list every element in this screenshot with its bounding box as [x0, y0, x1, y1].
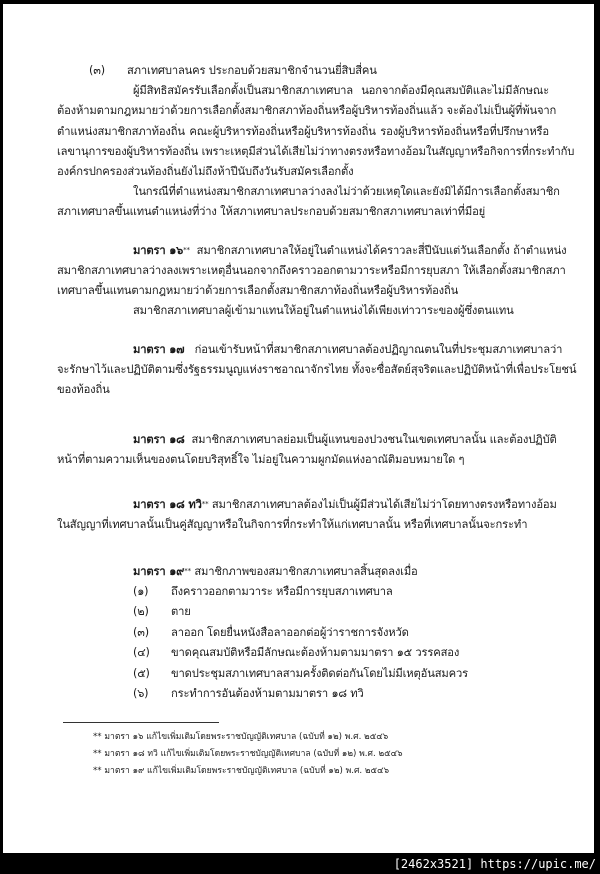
item-text: ขาดคุณสมบัติหรือมีลักษณะต้องห้ามตามมาตรา ๑๕ วรรคสอง [171, 646, 460, 659]
section-16-text: สมาชิกสภาเทศบาลให้อยู่ในตำแหน่งได้คราวละสี่ปีนับแต่วันเลือกตั้ง ถ้าตำแหน่ง [196, 244, 567, 257]
section-19-intro-text: สมาชิกภาพของสมาชิกสภาเทศบาลสิ้นสุดลงเมื่อ [194, 565, 418, 578]
item-number: (๔) [133, 646, 150, 659]
section-18-bis-heading: มาตรา ๑๘ ทวิ [133, 498, 202, 511]
item-text: กระทำการอันต้องห้ามตามมาตรา ๑๘ ทวิ [171, 687, 364, 700]
section-19-item-4 [133, 646, 459, 660]
section-19-item-3 [133, 626, 409, 640]
item-text: ถึงคราวออกตามวาระ หรือมีการยุบสภาเทศบาล [171, 585, 393, 598]
footnote-mark: ** [184, 567, 191, 575]
document-page [3, 4, 594, 853]
footnote-divider [63, 722, 219, 723]
footnote-mark: ** [183, 246, 190, 254]
section-19-item-1 [133, 585, 393, 599]
section-18-bis-line-1 [133, 498, 557, 512]
vacancy-line-1: ในกรณีที่ตำแหน่งสมาชิกสภาเทศบาลว่างลงไม่ว่าด้วยเหตุใดและยังมิได้มีการเลือกตั้งสมาชิก [133, 185, 560, 198]
section-17-heading: มาตรา ๑๗ [133, 343, 185, 356]
section-19-heading: มาตรา ๑๙ [133, 565, 185, 578]
item-number: (๑) [133, 585, 149, 598]
item-number: (๓) [89, 64, 105, 77]
section-16-line-1 [133, 244, 567, 258]
item-text: ตาย [171, 605, 191, 618]
item-number: (๓) [133, 626, 149, 639]
section-18-line-2: หน้าที่ตามความเห็นของตนโดยบริสุทธิ์ใจ ไม่อยู่ในความผูกมัดแห่งอาณัติมอบหมายใด ๆ [57, 453, 465, 466]
section-18-line-1 [133, 433, 557, 447]
item-number: (๒) [133, 605, 149, 618]
section-17-line-3: ของท้องถิ่น [57, 383, 110, 396]
section-17-line-1 [133, 343, 563, 357]
section-19-item-6 [133, 687, 364, 701]
vacancy-line-2: สภาเทศบาลขึ้นแทนตำแหน่งที่ว่าง ให้สภาเทศบาลประกอบด้วยสมาชิกสภาเทศบาลเท่าที่มีอยู่ [57, 205, 486, 218]
footnote-mark: ** [201, 500, 209, 508]
item-text: ขาดประชุมสภาเทศบาลสามครั้งติดต่อกันโดยไม่มีเหตุอันสมควร [171, 667, 468, 680]
section-17-line-2: จะรักษาไว้และปฏิบัติตามซึ่งรัฐธรรมนูญแห่งราชอาณาจักรไทย ทั้งจะซื่อสัตย์สุจริตและปฏิบัติหน้าที่เพื่อประโยชน์ [57, 363, 577, 376]
eligibility-line-2: ต้องห้ามตามกฎหมายว่าด้วยการเลือกตั้งสมาชิกสภาท้องถิ่นหรือผู้บริหารท้องถิ่นแล้ว จะต้องไม่เป็นผู้ที่พ้นจาก [57, 104, 557, 117]
item-number: (๖) [133, 687, 149, 700]
item-text: สภาเทศบาลนคร ประกอบด้วยสมาชิกจำนวนยี่สิบสี่คน [127, 64, 377, 77]
section-16-line-2: สมาชิกสภาเทศบาลว่างลงเพราะเหตุอื่นนอกจากถึงคราวออกตามวาระหรือมีการยุบสภา ให้เลือกตั้งสมาชิกสภา [57, 264, 566, 277]
section-16-line-3: เทศบาลขึ้นแทนตามกฎหมายว่าด้วยการเลือกตั้งสมาชิกสภาท้องถิ่นหรือผู้บริหารท้องถิ่น [57, 284, 459, 297]
section-19-item-5 [133, 667, 468, 681]
footnote-3: ** มาตรา ๑๙ แก้ไขเพิ่มเติมโดยพระราชบัญญัติเทศบาล (ฉบับที่ ๑๒) พ.ศ. ๒๕๔๖ [93, 766, 390, 776]
eligibility-line-4: เลขานุการของผู้บริหารท้องถิ่น เพราะเหตุมีส่วนได้เสียไม่ว่าทางตรงหรือทางอ้อมในสัญญาหรือกิจการที่กระทำกับ [57, 145, 575, 158]
section-16-para-2: สมาชิกสภาเทศบาลผู้เข้ามาแทนให้อยู่ในตำแหน่งได้เพียงเท่าวาระของผู้ซึ่งตนแทน [133, 304, 514, 317]
section-18-bis-text: สมาชิกสภาเทศบาลต้องไม่เป็นผู้มีส่วนได้เสียไม่ว่าโดยทางตรงหรือทางอ้อม [211, 498, 557, 511]
footnote-2: ** มาตรา ๑๘ ทวิ แก้ไขเพิ่มเติมโดยพระราชบัญญัติเทศบาล (ฉบับที่ ๑๒) พ.ศ. ๒๕๔๖ [93, 749, 403, 759]
section-19-intro [133, 565, 418, 579]
item-number: (๕) [133, 667, 150, 680]
section-16-heading: มาตรา ๑๖ [133, 244, 184, 257]
section-18-text: สมาชิกสภาเทศบาลย่อมเป็นผู้แทนของปวงชนในเขตเทศบาลนั้น และต้องปฏิบัติ [191, 433, 557, 446]
section-18-bis-line-2: ในสัญญาที่เทศบาลนั้นเป็นคู่สัญญาหรือในกิจการที่กระทำให้แก่เทศบาลนั้น หรือที่เทศบาลนั้นจะกระทำ [57, 518, 528, 531]
image-watermark: [2462x3521] https://upic.me/ [393, 857, 596, 871]
eligibility-line-3: ตำแหน่งสมาชิกสภาท้องถิ่น คณะผู้บริหารท้องถิ่นหรือผู้บริหารท้องถิ่น รองผู้บริหารท้องถิ่นหรือที่ปรึกษาหรือ [57, 125, 549, 138]
item-text: ลาออก โดยยื่นหนังสือลาออกต่อผู้ว่าราชการจังหวัด [171, 626, 409, 639]
eligibility-line-5: องค์กรปกครองส่วนท้องถิ่นยังไม่ถึงห้าปีนับถึงวันรับสมัครเลือกตั้ง [57, 165, 354, 178]
section-17-text: ก่อนเข้ารับหน้าที่สมาชิกสภาเทศบาลต้องปฏิญาณตนในที่ประชุมสภาเทศบาลว่า [194, 343, 563, 356]
eligibility-line-1: ผู้มีสิทธิสมัครรับเลือกตั้งเป็นสมาชิกสภาเทศบาล นอกจากต้องมีคุณสมบัติและไม่มีลักษณะ [133, 84, 549, 97]
section-19-item-2 [133, 605, 191, 619]
section-item-3 [89, 64, 377, 78]
section-18-heading: มาตรา ๑๘ [133, 433, 185, 446]
footnote-1: ** มาตรา ๑๖ แก้ไขเพิ่มเติมโดยพระราชบัญญัติเทศบาล (ฉบับที่ ๑๒) พ.ศ. ๒๕๔๖ [93, 732, 389, 742]
